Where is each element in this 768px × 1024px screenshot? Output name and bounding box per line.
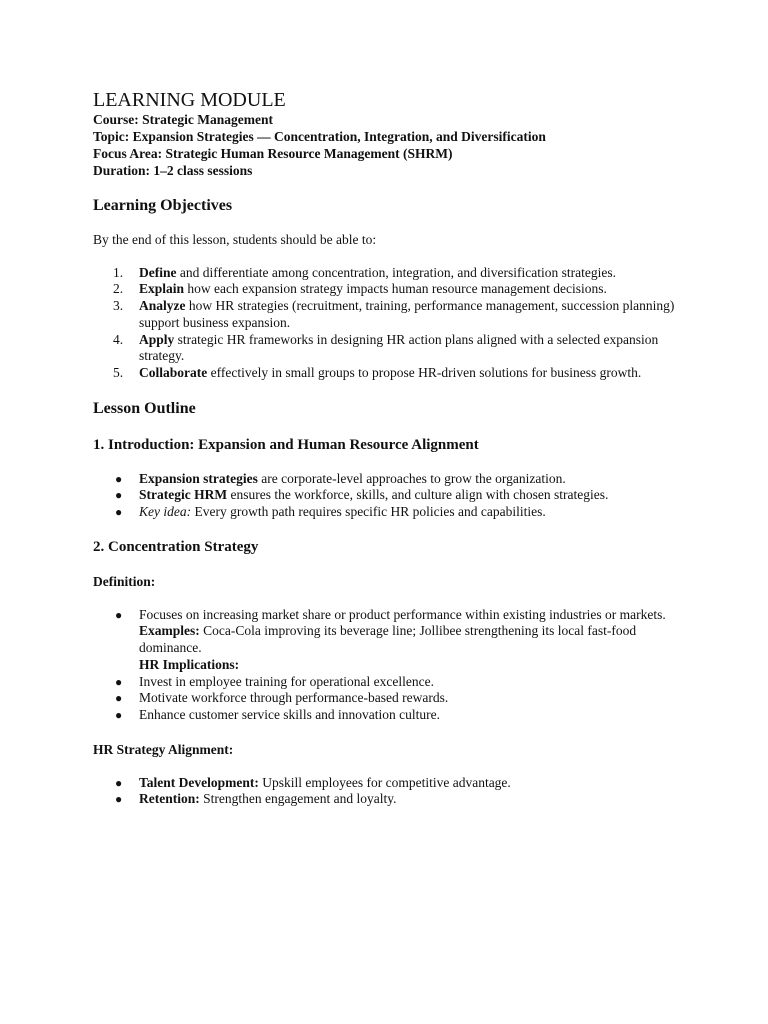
objective-verb: Collaborate: [139, 364, 208, 380]
section-1-list: [93, 471, 683, 521]
item-text: Upskill employees for competitive advantage.: [258, 774, 511, 790]
list-number: 5.: [113, 364, 124, 380]
bullet-icon: ●: [115, 691, 123, 706]
list-number: 3.: [113, 298, 124, 314]
hr-implications-label: HR Implications:: [139, 656, 240, 672]
item-text: Invest in employee training for operational excellence.: [139, 673, 435, 689]
item-text: Every growth path requires specific HR policies and capabilities.: [191, 504, 546, 520]
list-item: [93, 791, 683, 808]
topic-line: Topic: Expansion Strategies — Concentration, Integration, and Diversification: [93, 129, 546, 144]
item-lead: Expansion strategies: [139, 470, 258, 486]
item-text: Strengthen engagement and loyalty.: [199, 791, 397, 807]
bullet-icon: ●: [115, 792, 123, 807]
list-number: 2.: [113, 281, 124, 297]
list-item: [93, 674, 683, 691]
objective-text: effectively in small groups to propose HR-driven solutions for business growth.: [207, 364, 642, 380]
focus-area-line: Focus Area: Strategic Human Resource Management (SHRM): [93, 146, 453, 161]
objective-verb: Apply: [139, 331, 175, 347]
list-number: 4.: [113, 331, 124, 347]
objective-text: how HR strategies (recruitment, training, performance management, succession planning) support business expansion.: [139, 298, 675, 330]
list-number: 1.: [113, 264, 124, 280]
list-item: [93, 487, 683, 504]
bullet-icon: ●: [115, 775, 123, 790]
alignment-list: [93, 775, 683, 808]
definition-label: Definition:: [93, 573, 156, 589]
section-2-heading: 2. Concentration Strategy: [93, 538, 259, 555]
objective-text: strategic HR frameworks in designing HR action plans aligned with a selected expansion strategy.: [139, 331, 659, 364]
item-text: ensures the workforce, skills, and culture align with chosen strategies.: [227, 487, 609, 503]
bullet-icon: ●: [115, 674, 123, 689]
objective-text: how each expansion strategy impacts human resource management decisions.: [184, 281, 607, 297]
item-lead: Talent Development:: [139, 774, 259, 790]
duration-line: Duration: 1–2 class sessions: [93, 163, 253, 178]
objective-text: and differentiate among concentration, integration, and diversification strategies.: [176, 264, 616, 280]
objective-verb: Explain: [139, 281, 185, 297]
hr-strategy-alignment-label: HR Strategy Alignment:: [93, 741, 234, 757]
item-lead: Retention:: [139, 791, 200, 807]
objectives-list: [93, 265, 683, 382]
bullet-icon: ●: [115, 607, 123, 622]
section-1-heading: 1. Introduction: Expansion and Human Resource Alignment: [93, 436, 479, 453]
item-text: Motivate workforce through performance-based rewards.: [139, 690, 449, 706]
objective-verb: Define: [139, 264, 177, 280]
list-item: [93, 775, 683, 792]
objective-item: [93, 298, 683, 331]
list-item: [93, 690, 683, 707]
objectives-heading: Learning Objectives: [93, 197, 233, 214]
objective-verb: Analyze: [139, 298, 186, 314]
list-item: [93, 471, 683, 488]
item-lead: Strategic HRM: [139, 487, 228, 503]
bullet-icon: ●: [115, 707, 123, 722]
item-lead: Key idea:: [139, 504, 192, 520]
bullet-icon: ●: [115, 488, 123, 503]
bullet-icon: ●: [115, 505, 123, 520]
objective-item: [93, 332, 683, 365]
definition-list: [93, 607, 683, 724]
lesson-outline-heading: Lesson Outline: [93, 399, 196, 417]
definition-text: Focuses on increasing market share or product performance within existing industries or markets.: [139, 606, 666, 622]
objective-item: [93, 365, 683, 382]
document-content: [93, 89, 683, 808]
list-item: [93, 504, 683, 521]
item-text: Enhance customer service skills and innovation culture.: [139, 706, 441, 722]
course-line: Course: Strategic Management: [93, 112, 273, 127]
objective-item: [93, 281, 683, 298]
document-title: LEARNING MODULE: [93, 89, 286, 111]
list-item: [93, 707, 683, 724]
list-item: [93, 607, 683, 674]
examples-label: Examples:: [139, 623, 200, 639]
item-text: are corporate-level approaches to grow the organization.: [257, 470, 566, 486]
objectives-intro: By the end of this lesson, students should be able to:: [93, 232, 377, 247]
objective-item: [93, 265, 683, 282]
bullet-icon: ●: [115, 471, 123, 486]
examples-text: Coca-Cola improving its beverage line; Jollibee strengthening its local fast-food dominance.: [139, 623, 637, 656]
